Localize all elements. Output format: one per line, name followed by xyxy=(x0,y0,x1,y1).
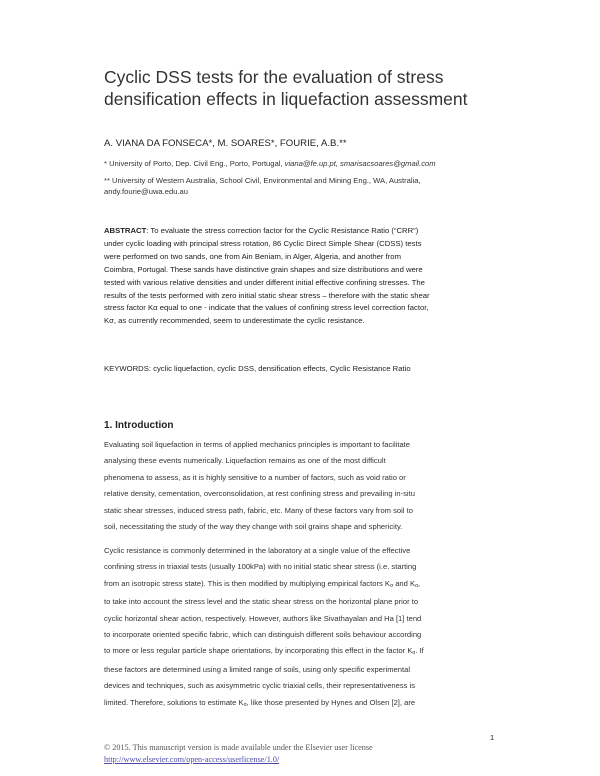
paragraph-line: Evaluating soil liquefaction in terms of applied mechanics principles is important to facilitate xyxy=(104,440,411,449)
paragraph-line: to incorporate oriented specific fabric, which can distinguish different soils behaviour according xyxy=(104,630,422,640)
paragraph-line: analysing these events numerically. Liquefaction remains as one of the most difficult xyxy=(104,456,386,466)
paragraph-line: cyclic horizontal shear action, respectively. However, authors like Sivathayalan and Ha [1] tend xyxy=(104,613,422,623)
paragraph-line: devices and techniques, such as axisymmetric cyclic triaxial cells, their representativeness is xyxy=(104,681,416,691)
license-footer xyxy=(104,742,373,766)
paragraph-line: confining stress in triaxial tests (usually 100kPa) with no initial static shear stress (i.e. starting xyxy=(104,562,417,572)
subscript-alpha: α xyxy=(412,650,416,657)
abstract-line: tested with various relative densities and under different initial effective confining stresses. The xyxy=(104,277,425,287)
affiliation-porto xyxy=(104,158,504,169)
paragraph-line: Cyclic resistance is commonly determined in the laboratory at a single value of the effective xyxy=(104,546,411,555)
keywords: KEYWORDS: cyclic liquefaction, cyclic DSS, densification effects, Cyclic Resistance Ratio xyxy=(104,364,411,373)
intro-paragraph-1 xyxy=(104,437,498,535)
abstract-line: : To evaluate the stress correction factor for the Cyclic Resistance Ratio (“CRR”) xyxy=(146,226,419,235)
paper-title xyxy=(104,66,524,110)
affiliation-uwa-email[interactable]: andy.fourie@uwa.edu.au xyxy=(104,187,188,196)
title-line-2: densification effects in liquefaction assessment xyxy=(104,89,468,109)
abstract-line: results of the tests performed with zero initial static shear stress – therefore with the static shear xyxy=(104,290,430,300)
abstract-line: under cyclic loading with principal stress rotation, 86 Cyclic Direct Simple Shear (CDSS) tests xyxy=(104,238,422,248)
line-text: and K xyxy=(393,578,416,588)
line-text: limited. Therefore, solutions to estimate K xyxy=(104,697,244,707)
affiliation-porto-email[interactable]: viana@fe.up.pt, smarisacsoares@gmail.com xyxy=(284,159,436,168)
abstract-line: Coimbra, Portugal. These sands have distinctive grain shapes and size distributions and were xyxy=(104,264,423,274)
affiliation-porto-text: * University of Porto, Dep. Civil Eng., Porto, Portugal, xyxy=(104,159,285,168)
paragraph-line xyxy=(104,579,420,588)
paragraph-line: relative density, cementation, overconsolidation, at rest confining stress and prevailing in-situ xyxy=(104,489,415,499)
paragraph-line: static shear stresses, induced stress path, fabric, etc. Many of these factors vary from soil to xyxy=(104,505,413,515)
abstract-line: stress factor Kα equal to one - indicate that the values of confining stress level correction factor, xyxy=(104,303,429,313)
line-text: , xyxy=(417,578,421,588)
abstract-line: Kσ, as currently recommended, seem to underestimate the cyclic resistance. xyxy=(104,316,365,326)
paragraph-line xyxy=(104,646,424,655)
abstract-line: were performed on two sands, one from Ain Beniam, in Alger, Algeria, and another from xyxy=(104,251,401,261)
abstract-label: ABSTRACT xyxy=(104,226,147,235)
paragraph-line: phenomena to assess, as it is highly sensitive to a number of factors, such as void ratio or xyxy=(104,472,406,482)
author-list: A. VIANA DA FONSECA*, M. SOARES*, FOURIE, A.B.** xyxy=(104,138,347,149)
affiliation-uwa-line-1: ** University of Western Australia, School Civil, Environmental and Mining Eng., WA, Australia, xyxy=(104,176,421,185)
line-text: . If xyxy=(415,646,424,656)
intro-paragraph-2 xyxy=(104,543,498,713)
abstract xyxy=(104,225,498,328)
license-link[interactable]: http://www.elsevier.com/open-access/userlicense/1.0/ xyxy=(104,755,280,764)
title-line-1: Cyclic DSS tests for the evaluation of stress xyxy=(104,67,444,87)
page-number: 1 xyxy=(490,733,495,742)
section-title-introduction: 1. Introduction xyxy=(104,420,174,431)
subscript-sigma: σ xyxy=(390,582,394,589)
paragraph-line: these factors are determined using a limited range of soils, using only specific experimental xyxy=(104,664,411,674)
affiliation-uwa xyxy=(104,175,504,197)
line-text: from an isotropic stress state). This is then modified by multiplying empirical factors K xyxy=(104,578,390,588)
subscript-alpha: α xyxy=(415,582,418,589)
license-text: © 2015. This manuscript version is made available under the Elsevier user license xyxy=(104,743,373,752)
paragraph-line: to take into account the stress level and the static shear stress on the horizontal plane prior to xyxy=(104,597,419,607)
paragraph-line xyxy=(104,698,415,707)
line-text: to more or less regular particle shape orientations, by incorporating this effect in the factor K xyxy=(104,646,413,656)
line-text: , like those presented by Hynes and Olsen [2], are xyxy=(246,697,416,707)
paragraph-line: soil, necessitating the study of the way they change with soil grains shape and sphericity. xyxy=(104,522,403,532)
subscript-sigma: σ xyxy=(243,701,247,708)
